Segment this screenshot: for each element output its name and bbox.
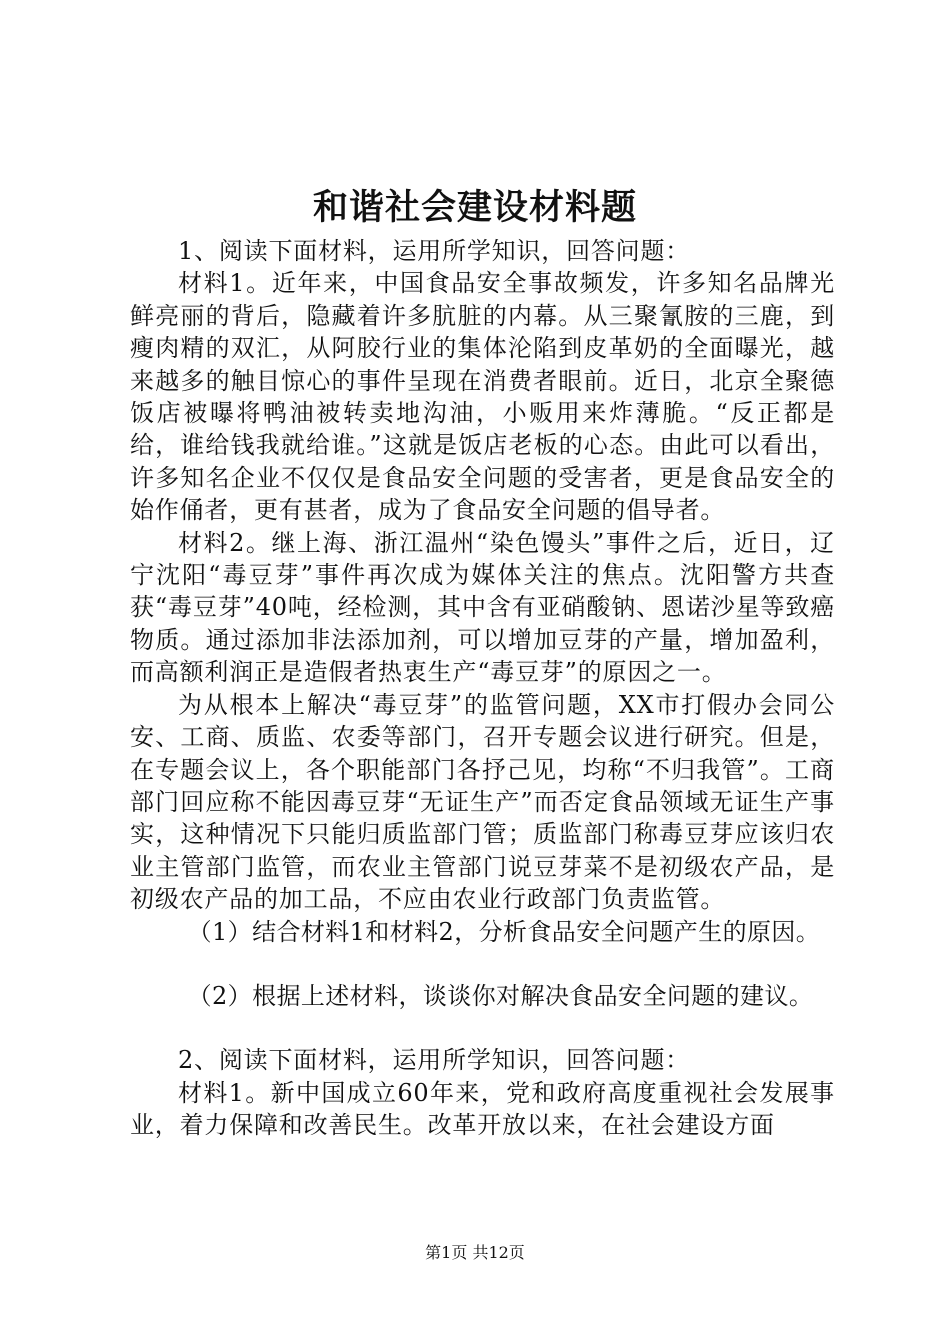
question-1-heading: 1、阅读下面材料，运用所学知识，回答问题： [178, 237, 691, 265]
supervision-paragraph: 为从根本上解决“毒豆芽”的监管问题，XX市打假办会同公安、工商、质监、农委等部门，召开专题会议进行研究。但是，在专题会议上，各个职能部门各抒己见，均称“不归我管”。工商部门回应称不能因毒豆芽“无证生产”而否定食品领域无证生产事实，这种情况下只能归质监部门管；质监部门称毒豆芽应该归农业主管部门监管，而农业主管部门说豆芽菜不是初级农产品，是初级农产品的加工品，不应由农业行政部门负责监管。 [130, 690, 835, 914]
spacer [130, 1012, 835, 1044]
material-2-paragraph: 材料2。继上海、浙江温州“染色馒头”事件之后，近日，辽宁沈阳“毒豆芽”事件再次成为媒体关注的焦点。沈阳警方共查获“毒豆芽”40吨，经检测，其中含有亚硝酸钠、恩诺沙星等致癌物质。通过添加非法添加剂，可以增加豆芽的产量，增加盈利，而高额利润正是造假者热衷生产“毒豆芽”的原因之一。 [130, 528, 835, 687]
question-2-material-1: 材料1。新中国成立60年来，党和政府高度重视社会发展事业，着力保障和改善民生。改革开放以来，在社会建设方面 [130, 1078, 835, 1140]
material-1-paragraph: 材料1。近年来，中国食品安全事故频发，许多知名品牌光鲜亮丽的背后，隐藏着许多肮脏的内幕。从三聚氰胺的三鹿，到瘦肉精的双汇，从阿胶行业的集体沦陷到皮革奶的全面曝光，越来越多的触目惊心的事件呈现在消费者眼前。近日，北京全聚德饭店被曝将鸭油被转卖地沟油，小贩用来炸薄脆。“反正都是给，谁给钱我就给谁。”这就是饭店老板的心态。由此可以看出，许多知名企业不仅仅是食品安全问题的受害者，更是食品安全的始作俑者，更有甚者，成为了食品安全问题的倡导者。 [130, 269, 835, 525]
sub-question-1: （1）结合材料1和材料2，分析食品安全问题产生的原因。 [187, 917, 821, 946]
spacer [130, 948, 835, 980]
question-2-heading: 2、阅读下面材料，运用所学知识，回答问题： [178, 1046, 691, 1075]
document-title: 和谐社会建设材料题 [312, 187, 637, 228]
document-body [130, 235, 835, 1142]
page-footer: 第1页 共12页 [425, 1243, 525, 1262]
sub-question-2: （2）根据上述材料，谈谈你对解决食品安全问题的建议。 [187, 981, 814, 1010]
